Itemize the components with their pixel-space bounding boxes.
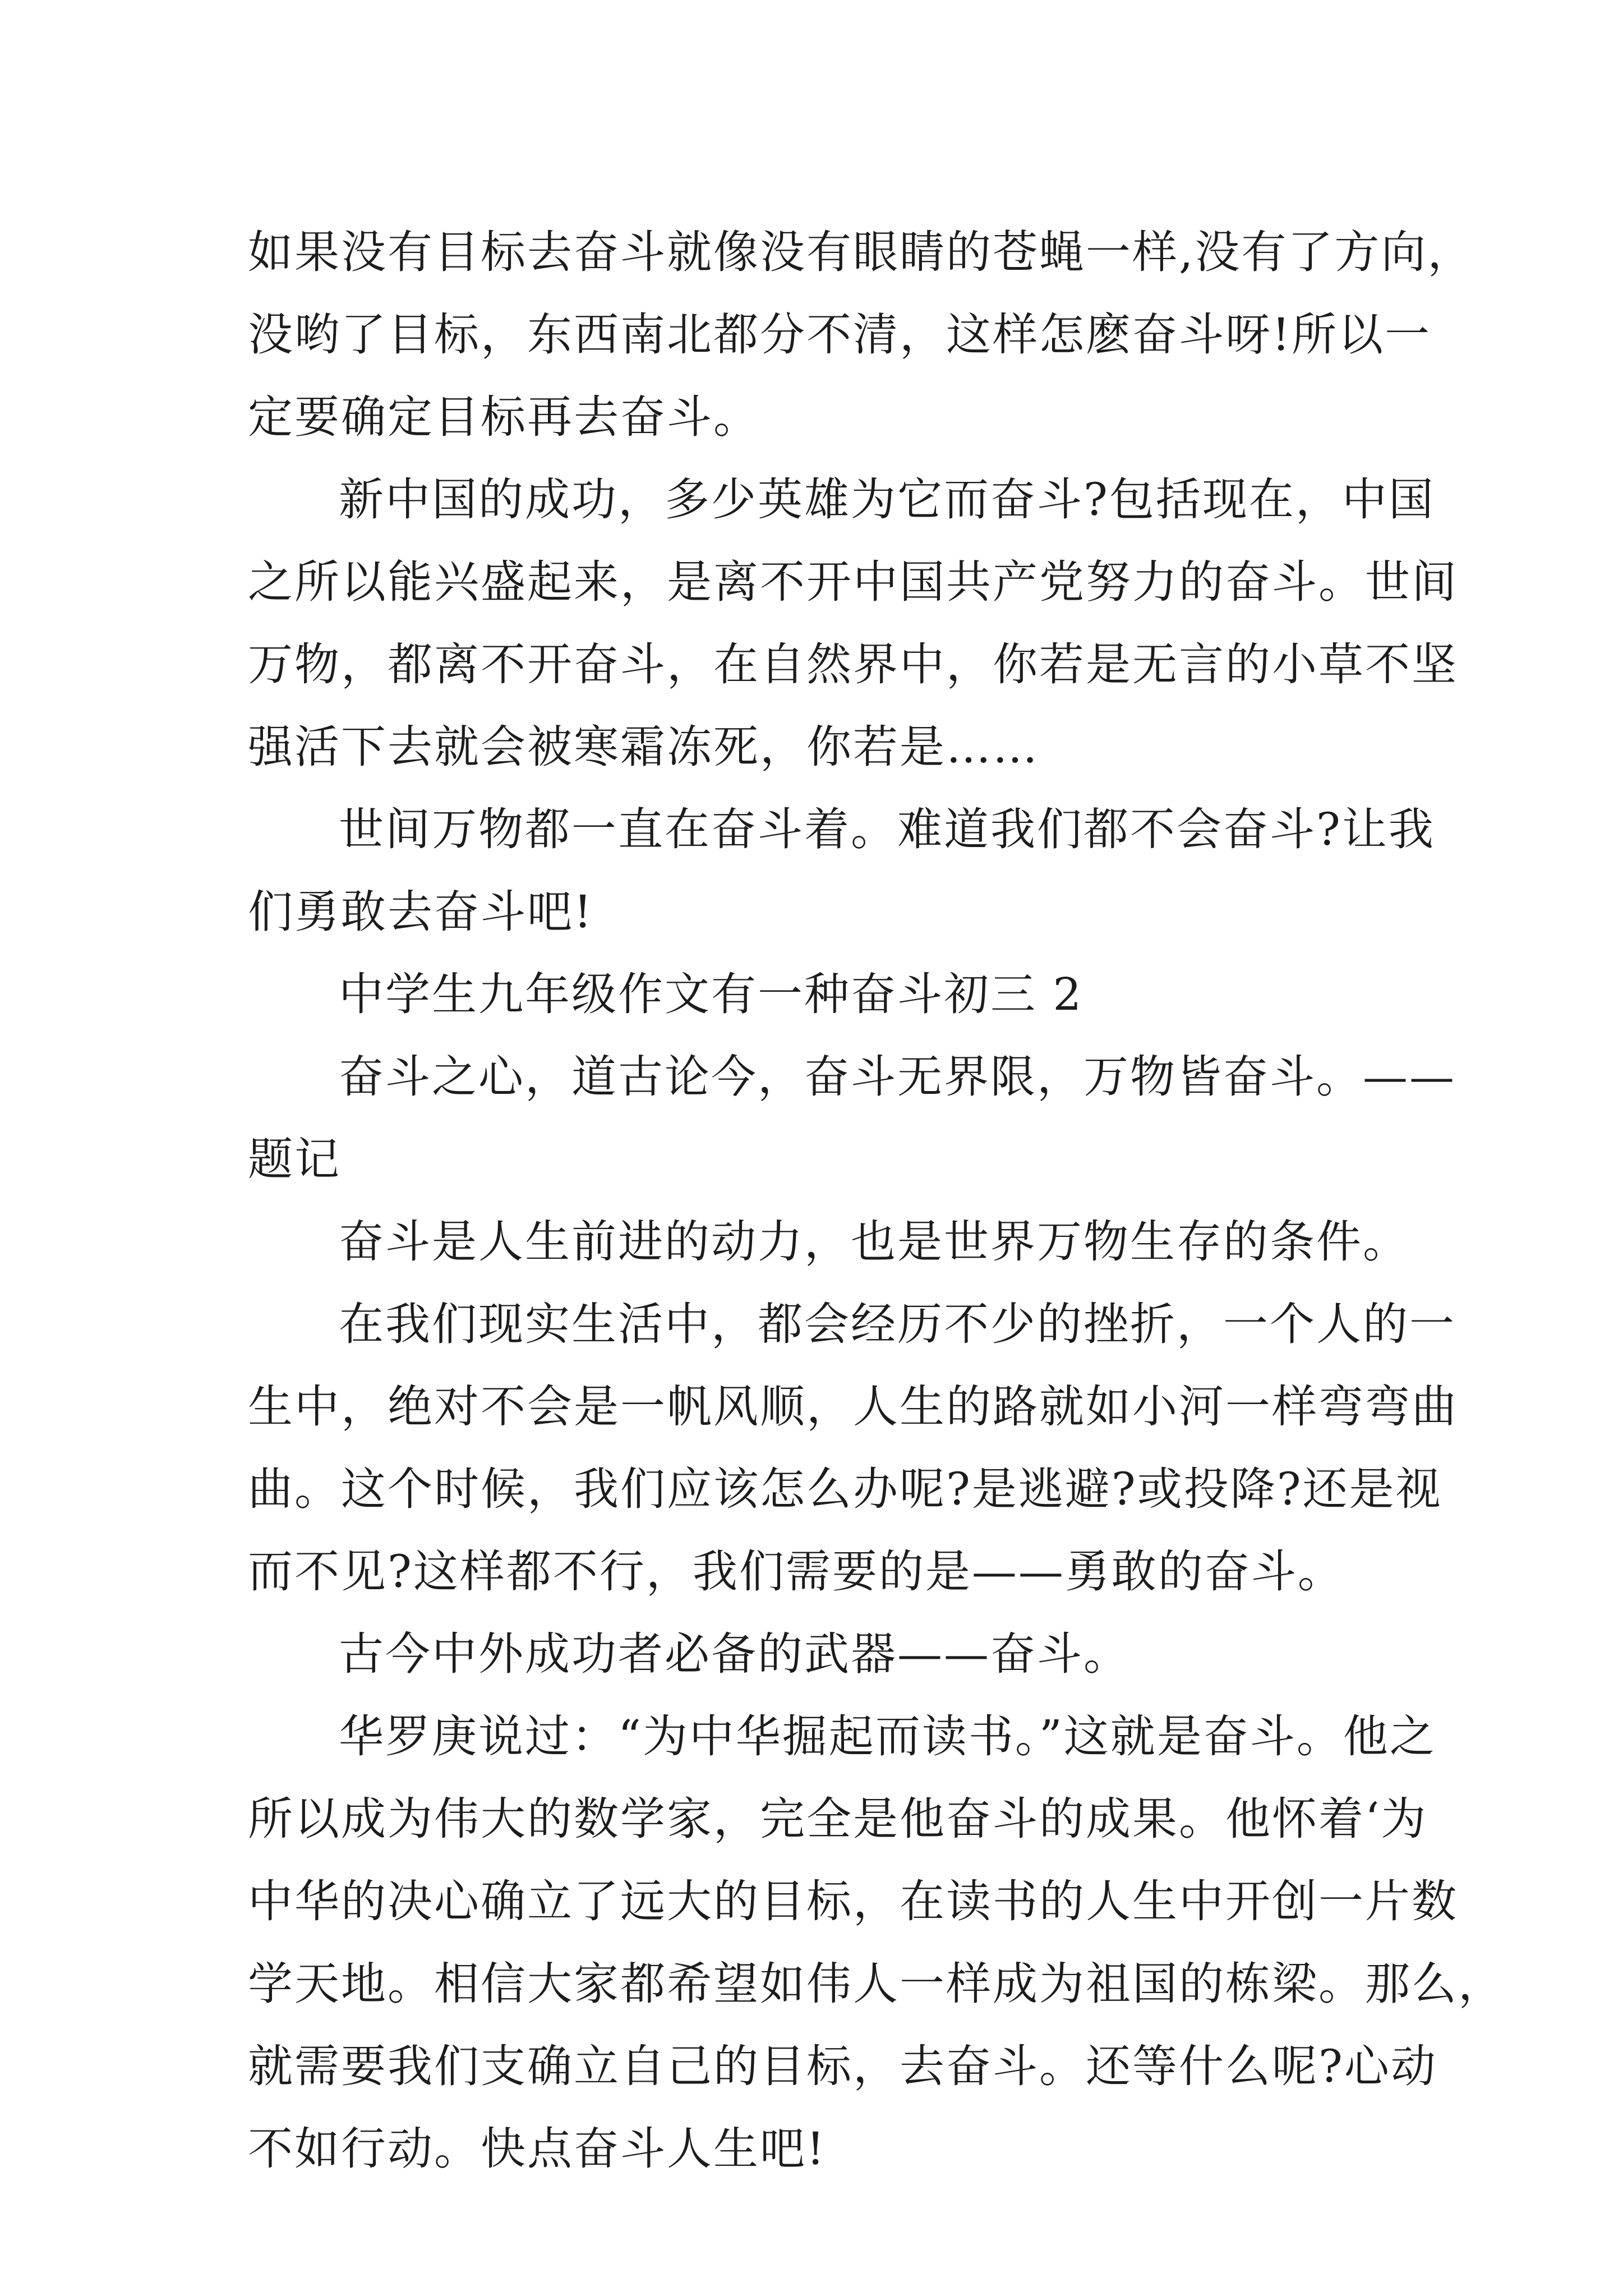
text-line: 中华的决心确立了远大的目标，在读书的人生中开创一片数: [248, 1875, 1458, 1927]
text-line: 生中，绝对不会是一帆风顺，人生的路就如小河一样弯弯曲: [248, 1381, 1458, 1433]
paragraph-first-line: 古今中外成功者必备的武器——奋斗。: [339, 1628, 1130, 1680]
text-line: 万物，都离不开奋斗，在自然界中，你若是无言的小草不坚: [248, 638, 1458, 691]
paragraph-first-line: 世间万物都一直在奋斗着。难道我们都不会奋斗?让我: [339, 803, 1435, 855]
text-line: 定要确定目标再去奋斗。: [248, 391, 760, 443]
document-body: [248, 211, 1505, 2190]
paragraph-first-line: 华罗庚说过：“为中华掘起而读书。”这就是奋斗。他之: [339, 1710, 1436, 1763]
section-title: 中学生九年级作文有一种奋斗初三 2: [339, 968, 1083, 1020]
text-line: 们勇敢去奋斗吧!: [248, 886, 594, 938]
text-line: 之所以能兴盛起来，是离不开中国共产党努力的奋斗。世间: [248, 556, 1458, 608]
epigraph-line: 奋斗之心，道古论今，奋斗无界限，万物皆奋斗。——: [339, 1051, 1456, 1103]
paragraph-first-line: 新中国的成功，多少英雄为它而奋斗?包括现在，中国: [339, 473, 1435, 526]
paragraph-first-line: 在我们现实生活中，都会经历不少的挫折，一个人的一: [339, 1298, 1456, 1350]
text-line: 不如行动。快点奋斗人生吧!: [248, 2123, 827, 2175]
text-line: 曲。这个时候，我们应该怎么办呢?是逃避?或投降?还是视: [248, 1463, 1442, 1515]
text-line: 就需要我们支确立自己的目标，去奋斗。还等什么呢?心动: [248, 2040, 1437, 2092]
text-line: 学天地。相信大家都希望如伟人一样成为祖国的栋梁。那么，: [248, 1958, 1505, 2010]
text-line: 没哟了目标，东西南北都分不清，这样怎麽奋斗呀!所以一: [248, 309, 1432, 361]
text-line: 所以成为伟大的数学家，完全是他奋斗的成果。他怀着‘为: [248, 1793, 1428, 1845]
paragraph-first-line: 奋斗是人生前进的动力，也是世界万物生存的条件。: [339, 1216, 1409, 1268]
text-line: 如果没有目标去奋斗就像没有眼睛的苍蝇一样,没有了方向，: [248, 226, 1474, 278]
text-line: 而不见?这样都不行，我们需要的是——勇敢的奋斗。: [248, 1545, 1344, 1598]
text-line: 强活下去就会被寒霜冻死，你若是……: [248, 721, 1039, 773]
epigraph-attribution: 题记: [248, 1133, 341, 1185]
